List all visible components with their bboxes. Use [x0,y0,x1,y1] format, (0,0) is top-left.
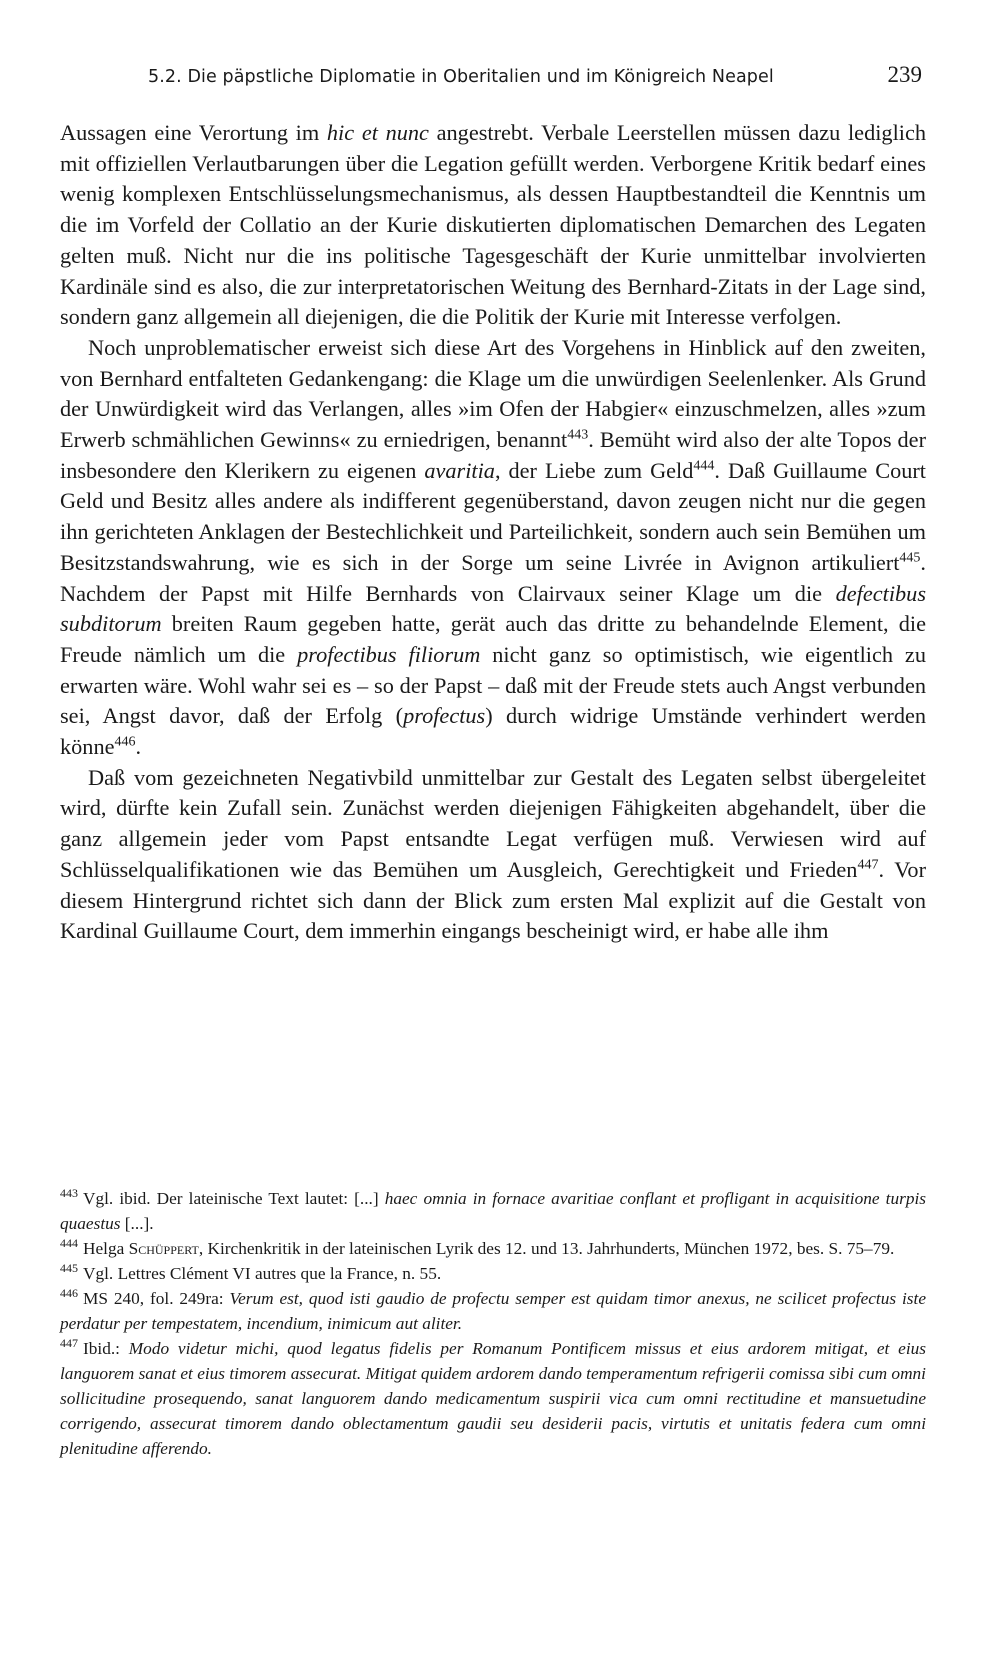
footnote-444: $^{444}$ Helga Schüppert, Kirchenkritik in der lateinischen Lyrik des 12. und 13. Jahrhunderts, München 1972, bes. S. 75–79. [60,1236,895,1258]
footnote-number: 445 [60,1261,78,1276]
italic-phrase: avaritia [424,457,495,483]
page-number: 239 [887,62,922,87]
italic-phrase: defectibus subditorum [60,580,926,637]
footnote-number: 447 [60,1336,78,1351]
footnote-number: 444 [60,1236,78,1251]
italic-phrase: profectus [403,703,486,729]
paragraph-2: Noch unproblematischer erweist sich diese Art des Vorgehens in Hinblick auf den zweiten, von Bernhard entfalteten Gedankengang: die Klage um die unwürdigen Seelenlenker. Als Grund der Unwürdigkeit wird das Verlangen, alles »im Ofen der Habgier« einzuschmelzen, alles »zum Erwerb schmählichen Gewinns« zu erniedrigen, benannt$^{443}$. Bemüht wird also der alte Topos der insbesondere den Klerikern zu eigenen avaritia, der Liebe zum Geld$^{444}$. Daß Guillaume Court Geld und Besitz alles andere als indifferent gegenüberstand, davon zeugen nicht nur die gegen ihn gerichteten Anklagen der Bestechlichkeit und Parteilichkeit, sondern auch sein Bemühen um Besitzstandswahrung, wie es sich in der Sorge um seine Livrée in Avignon artikuliert$^{445}$. Nachdem der Papst mit Hilfe Bernhards von Clairvaux seiner Klage um die defectibus subditorum breiten Raum gegeben hatte, gerät auch das dritte zu behandelnde Element, die Freude nämlich um die profectibus filiorum nicht ganz so optimistisch, wie eigentlich zu erwarten wäre. Wohl wahr sei es – so der Papst – daß mit der Freude stets auch Angst verbunden sei, Angst davor, daß der Erfolg (profectus) durch widrige Umstände verhindert werden könne$^{446}$. [60,334,927,760]
footnote-446: $^{446}$ MS 240, fol. 249ra: Verum est, quod isti gaudio de profectu semper est quidam timor anexus, ne scilicet profectus iste perdatur per tempestatem, incendium, inimicum aut aliter. [60,1286,926,1333]
footnote-ref-443: 443 [567,427,589,443]
running-header [148,62,922,96]
main-text [60,118,926,947]
footnote-443: $^{443}$ Vgl. ibid. Der lateinische Text lautet: [...] haec omnia in fornace avaritiae conflant et profligant in acquisitione turpis quaestus [...]. [60,1186,926,1233]
footnotes [60,1186,926,1461]
footnote-ref-447: 447 [857,857,879,873]
author-name: Schüppert [128,1239,199,1258]
footnote-number: 443 [60,1186,78,1201]
running-header-title: 5.2. Die päpstliche Diplomatie in Oberitalien und im Königreich Neapel [148,67,774,87]
paragraph-3: Daß vom gezeichneten Negativbild unmittelbar zur Gestalt des Legaten selbst übergeleitet wird, dürfte kein Zufall sein. Zunächst werden diejenigen Fähigkeiten abgehandelt, über die ganz allgemein jeder vom Papst entsandte Legat verfügen muß. Verwiesen wird auf Schlüsselqualifikationen wie das Bemühen um Ausgleich, Gerechtigkeit und Frieden$^{447}$. Vor diesem Hintergrund richtet sich dann der Blick zum ersten Mal explizit auf die Gestalt von Kardinal Guillaume Court, dem immerhin eingangs bescheinigt wird, er habe alle ihm [60,764,926,944]
italic-phrase: hic et nunc [326,120,429,145]
footnote-447: $^{447}$ Ibid.: Modo videtur michi, quod legatus fidelis per Romanum Pontificem missus et eius ardorem mitigat, et eius languorem sanat et eius timorem assecurat. Mitigat quidem ardorem dando temperamentum refrigerii comissa sibi cum omni sollicitudine prosequendo, sanat languorem dando medicamentum suspirii vica cum omni rectitudine et mansuetudine corrigendo, assecurat timorem dando oblectamentum gaudii seu desiderii pacis, virtutis et unitatis federa cum omni plenitudine afferendo. [60,1336,926,1458]
footnote-ref-444: 444 [693,458,715,474]
footnote-445: $^{445}$ Vgl. Lettres Clément VI autres que la France, n. 55. [60,1261,442,1283]
footnote-ref-445: 445 [899,550,921,566]
footnote-ref-446: 446 [114,734,136,750]
paragraph-1: Aussagen eine Verortung im hic et nunc angestrebt. Verbale Leerstellen müssen dazu lediglich mit offiziellen Verlautbarungen über die Legation gefüllt werden. Verborgene Kritik bedarf eines wenig komplexen Entschlüsselungsmechanismus, als dessen Hauptbestandteil die Kenntnis um die im Vorfeld der Collatio an der Kurie diskutierten diplomatischen Demarchen des Legaten gelten muß. Nicht nur die ins politische Tagesgeschäft der Kurie unmittelbar involvierten Kardinäle sind es also, die zur interpretatorischen Weitung des Bernhard-Zitats in der Lage sind, sondern ganz allgemein all diejenigen, die die Politik der Kurie mit Interesse verfolgen. [60,120,927,330]
footnote-number: 446 [60,1286,78,1301]
italic-phrase: profectibus filiorum [297,641,481,667]
